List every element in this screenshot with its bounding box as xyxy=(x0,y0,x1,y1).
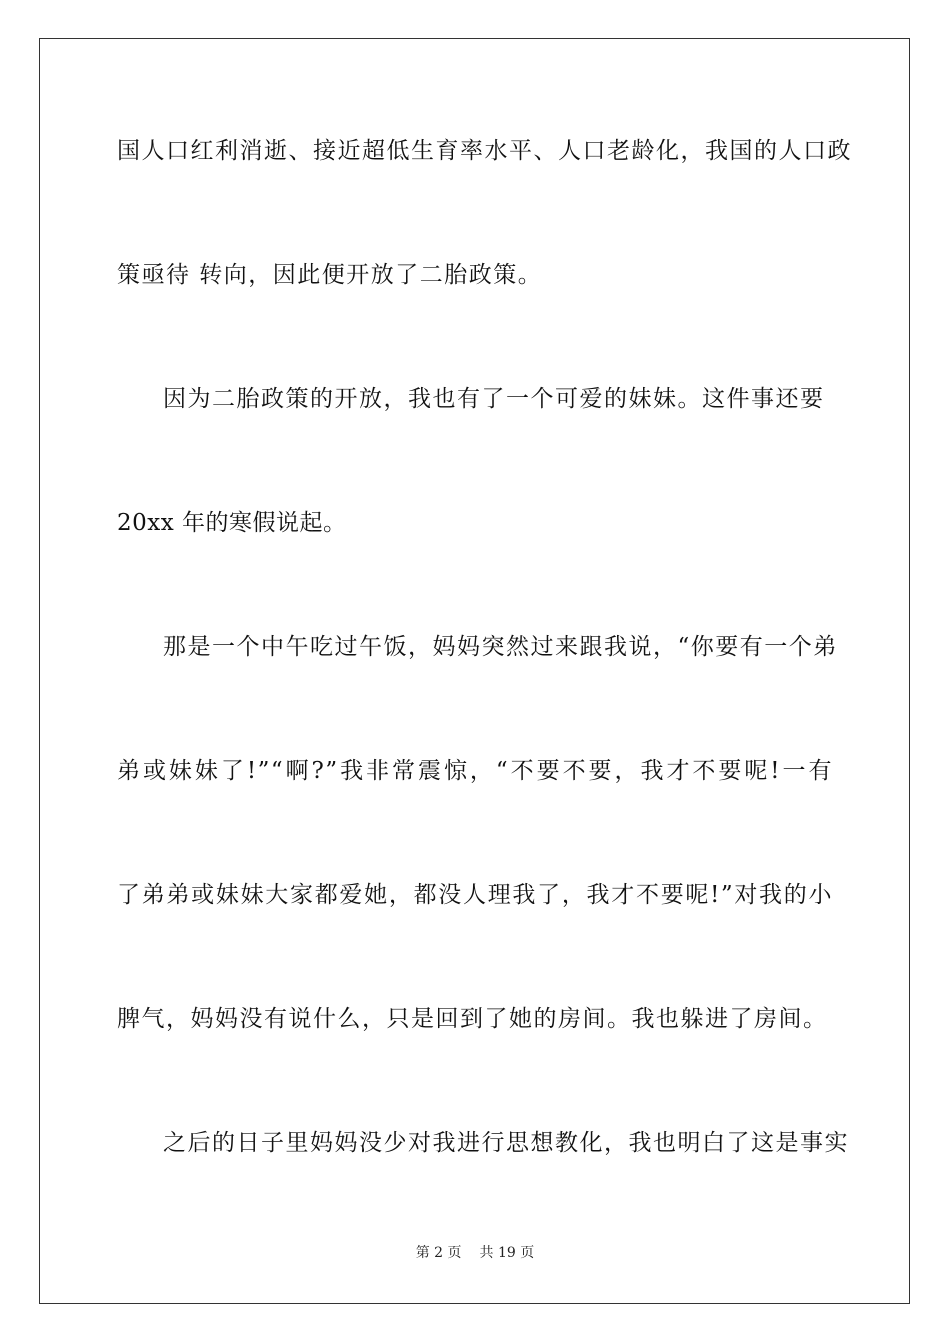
text-line-1: 国人口红利消逝、接近超低生育率水平、人口老龄化，我国的人口政 xyxy=(117,138,852,164)
page-total: 共 19 页 xyxy=(479,1245,535,1261)
text-line-6: 弟或妹妹了!”“啊?”我非常震惊，“不要不要，我才不要呢!一有 xyxy=(117,758,833,784)
text-line-7: 了弟弟或妹妹大家都爱她，都没人理我了，我才不要呢!”对我的小 xyxy=(117,882,833,908)
page-footer xyxy=(0,1244,950,1262)
text-line-9: 之后的日子里妈妈没少对我进行思想教化，我也明白了这是事实 xyxy=(163,1130,849,1156)
text-line-4: 20xx 年的寒假说起。 xyxy=(117,510,347,536)
text-line-2: 策亟待 转向，因此便开放了二胎政策。 xyxy=(117,262,543,288)
page-number: 第 2 页 xyxy=(415,1245,462,1261)
text-line-8: 脾气，妈妈没有说什么，只是回到了她的房间。我也躲进了房间。 xyxy=(117,1006,828,1032)
text-line-3: 因为二胎政策的开放，我也有了一个可爱的妹妹。这件事还要 xyxy=(163,386,825,412)
text-line-5: 那是一个中午吃过午饭，妈妈突然过来跟我说，“你要有一个弟 xyxy=(163,634,838,660)
page-border xyxy=(39,38,910,1304)
